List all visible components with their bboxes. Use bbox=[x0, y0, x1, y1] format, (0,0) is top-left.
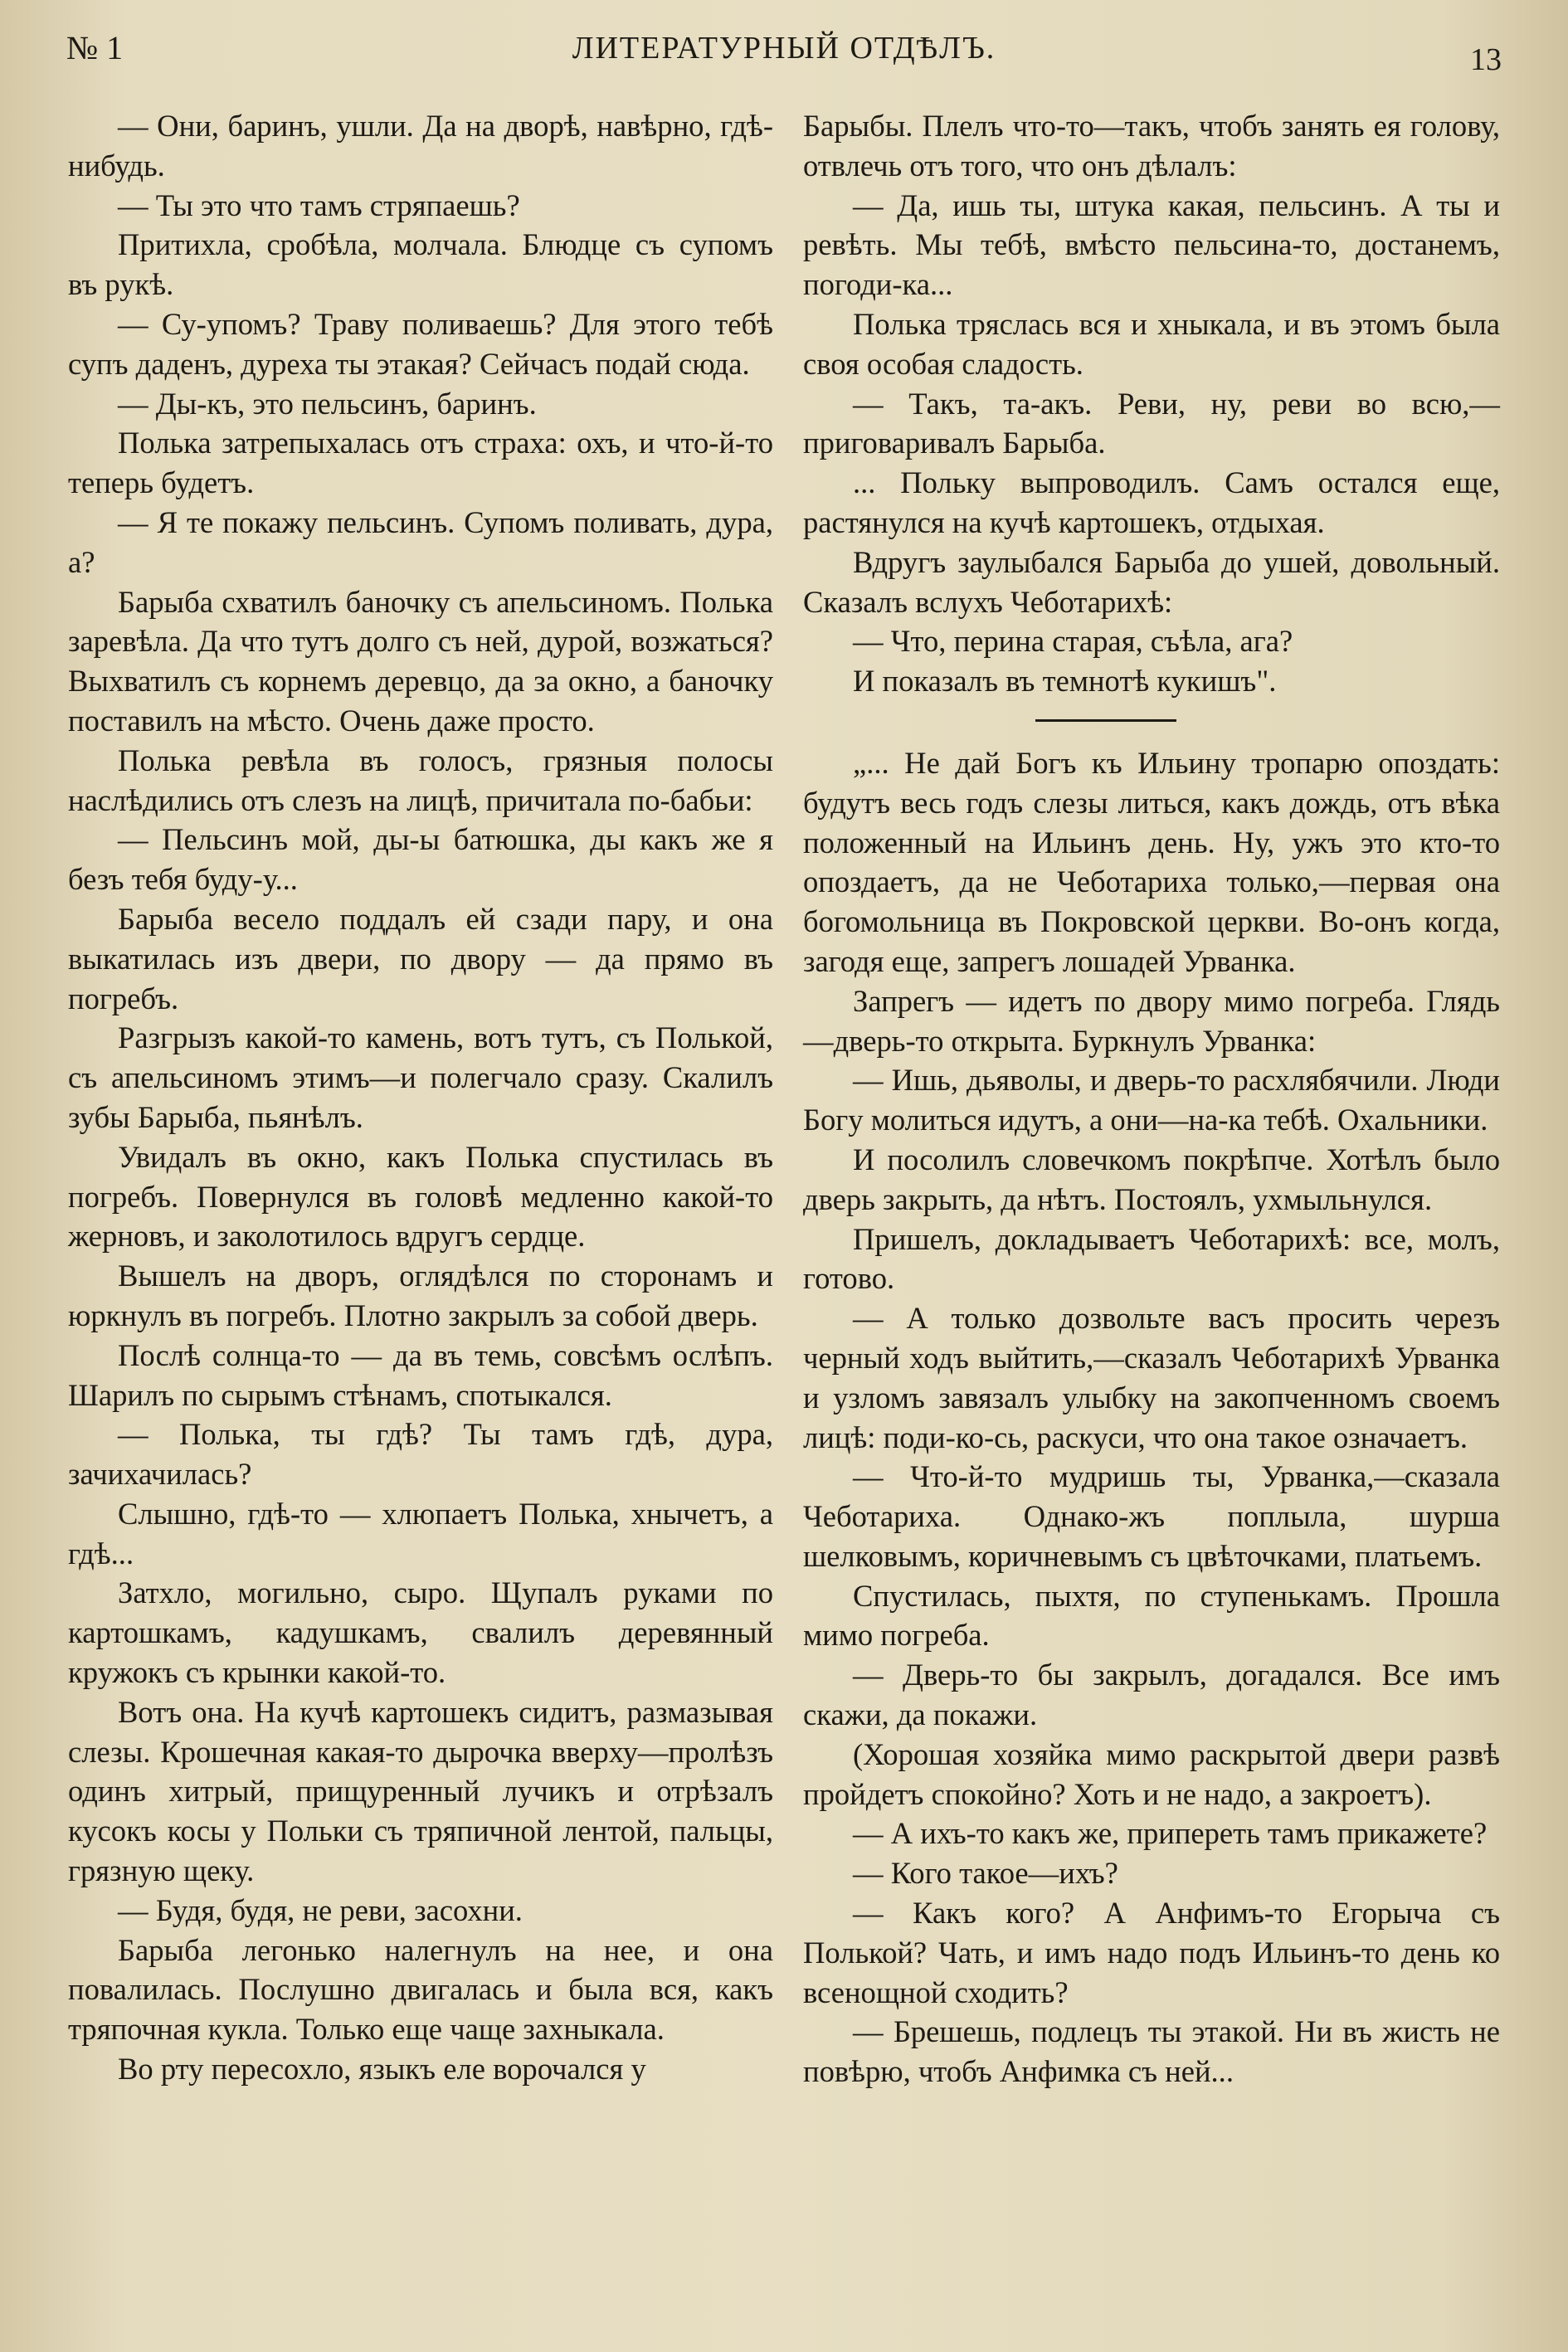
paragraph: Вышелъ на дворъ, оглядѣлся по сторонамъ и юркнулъ въ погребъ. Плотно закрылъ за собой дверь. bbox=[68, 1259, 773, 1332]
page-header bbox=[66, 25, 1502, 75]
paragraph: — Ты это что тамъ стряпаешь? bbox=[118, 187, 520, 222]
paragraph: — Ишь, дьяволы, и дверь-то расхлябячили. Люди Богу молиться идутъ, а они—на-ка тебѣ. Охальники. bbox=[803, 1063, 1500, 1137]
paragraph: Послѣ солнца-то — да въ темь, совсѣмъ ослѣпъ. Шарилъ по сырымъ стѣнамъ, спотыкался. bbox=[68, 1337, 773, 1412]
paragraph: Пришелъ, докладываетъ Чеботарихѣ: все, молъ, готово. bbox=[803, 1221, 1500, 1296]
paragraph: Барыба весело поддалъ ей сзади пару, и она выкатилась изъ двери, по двору — да прямо въ погребъ. bbox=[68, 901, 773, 1015]
paragraph: — А ихъ-то какъ же, припереть тамъ прикажете? bbox=[853, 1816, 1488, 1851]
paragraph: Во рту пересохло, языкъ еле ворочался у bbox=[118, 2052, 646, 2087]
paragraph: — Какъ кого? А Анфимъ-то Егорыча съ Полькой? Чать, и имъ надо подъ Ильинъ-то день ко всенощной сходить? bbox=[803, 1896, 1500, 2009]
paragraph: — Такъ, та-акъ. Реви, ну, реви во всю,— приговаривалъ Барыба. bbox=[803, 386, 1500, 460]
paragraph: — Да, ишь ты, штука какая, пельсинъ. А ты и ревѣть. Мы тебѣ, вмѣсто пельсина-то, достанемъ, погоди-ка... bbox=[803, 187, 1500, 302]
paragraph: — Я те покажу пельсинъ. Супомъ поливать, дура, а? bbox=[68, 504, 773, 579]
paragraph: (Хорошая хозяйка мимо раскрытой двери развѣ пройдетъ спокойно? Хоть и не надо, а закроетъ). bbox=[803, 1736, 1500, 1811]
paragraph: Притихла, сробѣла, молчала. Блюдце съ супомъ въ рукѣ. bbox=[68, 227, 773, 302]
paragraph: — Будя, будя, не реви, засохни. bbox=[118, 1892, 523, 1927]
paragraph: — Что, перина старая, съѣла, ага? bbox=[853, 624, 1293, 659]
section-title: ЛИТЕРАТУРНЫЙ ОТДѢЛЪ. bbox=[572, 31, 996, 66]
paragraph: Полька тряслась вся и хныкала, и въ этомъ была своя особая сладость. bbox=[803, 306, 1500, 381]
paragraph: — Полька, ты гдѣ? Ты тамъ гдѣ, дура, зачихачилась? bbox=[68, 1417, 773, 1492]
issue-number: № 1 bbox=[66, 29, 124, 66]
paragraph: ... Польку выпроводилъ. Самъ остался еще, растянулся на кучѣ картошекъ, отдыхая. bbox=[803, 465, 1500, 539]
paragraph: Слышно, гдѣ-то — хлюпаетъ Полька, хнычетъ, а гдѣ... bbox=[68, 1496, 773, 1570]
paragraph: Барыбы. Плелъ что-то—такъ, чтобъ занять ея голову, отвлечь отъ того, что онъ дѣлалъ: bbox=[803, 109, 1500, 183]
paragraph: Полька ревѣла въ голосъ, грязныя полосы наслѣдились отъ слезъ на лицѣ, причитала по-бабьи: bbox=[68, 743, 773, 817]
paragraph: Затхло, могильно, сыро. Щупалъ руками по картошкамъ, кадушкамъ, свалилъ деревянный кружокъ съ крынки какой-то. bbox=[68, 1575, 773, 1690]
paragraph: — Брешешь, подлецъ ты этакой. Ни въ жисть не повѣрю, чтобъ Анфимка съ ней... bbox=[803, 2014, 1500, 2089]
left-column bbox=[68, 106, 773, 2089]
paragraph: — Что-й-то мудришь ты, Урванка,—сказала Чеботариха. Однако-жъ поплыла, шурша шелковымъ, коричневымъ съ цвѣточками, платьемъ. bbox=[803, 1459, 1500, 1573]
paragraph: Полька затрепыхалась отъ страха: охъ, и что-й-то теперь будетъ. bbox=[68, 426, 773, 500]
paragraph: — Ды-къ, это пельсинъ, баринъ. bbox=[118, 386, 537, 421]
paragraph: — Пельсинъ мой, ды-ы батюшка, ды какъ же я безъ тебя буду-у... bbox=[68, 822, 773, 897]
paragraph: „... Не дай Богъ къ Ильину тропарю опоздать: будутъ весь годъ слезы литься, какъ дождь, отъ вѣка положенный на Ильинъ день. Ну, ужъ это кто-то опоздаетъ, да не Чеботариха только,—первая она богомольница въ Покровской церкви. Во-онъ когда, загодя еще, запрегъ лошадей Урванка. bbox=[803, 745, 1500, 978]
paragraph: — Они, баринъ, ушли. Да на дворѣ, навѣрно, гдѣ-нибудь. bbox=[68, 109, 773, 183]
paragraph: Барыба схватилъ баночку съ апельсиномъ. Полька заревѣла. Да что тутъ долго съ ней, дурой, возжаться? Выхватилъ съ корнемъ деревцо, да за окно, а баночку поставилъ на мѣсто. Очень даже просто. bbox=[68, 584, 773, 738]
right-column bbox=[803, 106, 1500, 2091]
paragraph: И показалъ въ темнотѣ кукишъ". bbox=[853, 664, 1277, 699]
paragraph: Спустилась, пыхтя, по ступенькамъ. Прошла мимо погреба. bbox=[803, 1578, 1500, 1653]
paragraph: Запрегъ — идетъ по двору мимо погреба. Глядь—дверь-то открыта. Буркнулъ Урванка: bbox=[803, 983, 1500, 1058]
paragraph: Разгрызъ какой-то камень, вотъ тутъ, съ Полькой, съ апельсиномъ этимъ—и полегчало сразу. Скалилъ зубы Барыба, пьянѣлъ. bbox=[68, 1020, 773, 1134]
paragraph: Вдругъ заулыбался Барыба до ушей, довольный. Сказалъ вслухъ Чеботарихѣ: bbox=[803, 544, 1500, 619]
paragraph: — Дверь-то бы закрылъ, догадался. Все имъ скажи, да покажи. bbox=[803, 1658, 1500, 1732]
paragraph: — А только дозвольте васъ просить черезъ черный ходъ выйтить,—сказалъ Чеботарихѣ Урванка и узломъ завязалъ улыбку на закопченномъ своемъ лицѣ: поди-ко-сь, раскуси, что она такое означаетъ. bbox=[803, 1301, 1500, 1454]
paragraph: Увидалъ въ окно, какъ Полька спустилась въ погребъ. Повернулся въ головѣ медленно какой-то жерновъ, и заколотилось вдругъ сердце. bbox=[68, 1139, 773, 1254]
paragraph: Барыба легонько налегнулъ на нее, и она повалилась. Послушно двигалась и была вся, какъ тряпочная кукла. Только еще чаще захныкала. bbox=[68, 1932, 773, 2047]
paragraph: — Кого такое—ихъ? bbox=[853, 1856, 1118, 1891]
paragraph: Вотъ она. На кучѣ картошекъ сидитъ, размазывая слезы. Крошечная какая-то дырочка вверху—пролѣзъ одинъ хитрый, прищуренный лучикъ и отрѣзалъ кусокъ косы у Польки съ тряпичной лентой, пальцы, грязную щеку. bbox=[68, 1694, 773, 1888]
page-number: 13 bbox=[1470, 42, 1502, 77]
section-divider bbox=[1035, 719, 1176, 722]
paragraph: — Су-упомъ? Траву поливаешь? Для этого тебѣ супъ даденъ, дуреха ты этакая? Сейчасъ подай сюда. bbox=[68, 306, 773, 381]
paragraph: И посолилъ словечкомъ покрѣпче. Хотѣлъ было дверь закрыть, да нѣтъ. Постоялъ, ухмыльнулся. bbox=[803, 1142, 1500, 1216]
